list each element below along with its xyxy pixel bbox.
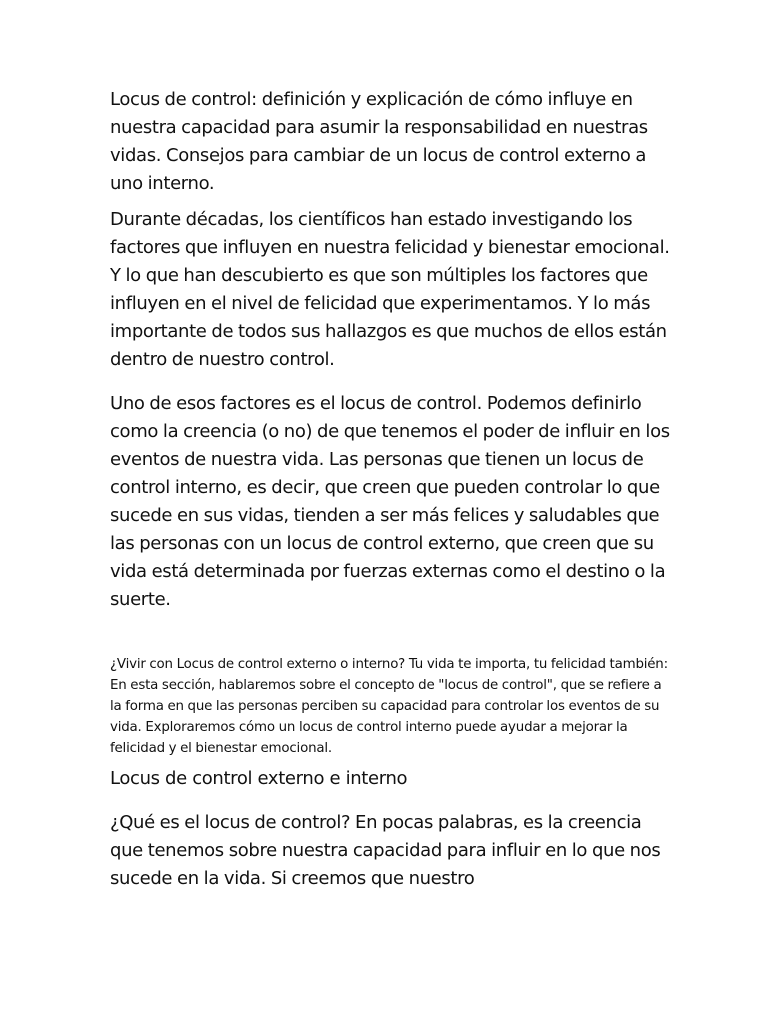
body-paragraph: Uno de esos factores es el locus de control. Podemos definirlo como la creencia (o no) de que tenemos el poder de influir en los eventos de nuestra vida. Las personas que tienen un locus de control interno, es decir, que creen que pueden controlar lo que sucede en sus vidas, tienden a ser más felices y saludables que las personas con un locus de control externo, que creen que su vida está determinada por fuerzas externas como el destino o la suerte.	[110, 393, 670, 610]
summary-paragraph: ¿Vivir con Locus de control externo o interno? Tu vida te importa, tu felicidad también: En esta sección, hablaremos sobre el concepto de "locus de control", que se refiere a la forma en que las personas perciben su capacidad para controlar los eventos de su vida. Exploraremos cómo un locus de control interno puede ayudar a mejorar la felicidad y el bienestar emocional.	[110, 657, 668, 756]
document-page	[110, 86, 670, 893]
body-paragraph: ¿Qué es el locus de control? En pocas palabras, es la creencia que tenemos sobre nuestra capacidad para influir en lo que nos sucede en la vida. Si creemos que nuestro	[110, 812, 661, 889]
body-paragraph: Durante décadas, los científicos han estado investigando los factores que influyen en nuestra felicidad y bienestar emocional. Y lo que han descubierto es que son múltiples los factores que influyen en el nivel de felicidad que experimentamos. Y lo más importante de todos sus hallazgos es que muchos de ellos están dentro de nuestro control.	[110, 209, 670, 370]
section-heading: Locus de control externo e interno	[110, 768, 408, 789]
intro-paragraph: Locus de control: definición y explicación de cómo influye en nuestra capacidad para asumir la responsabilidad en nuestras vidas. Consejos para cambiar de un locus de control externo a uno interno.	[110, 89, 648, 194]
